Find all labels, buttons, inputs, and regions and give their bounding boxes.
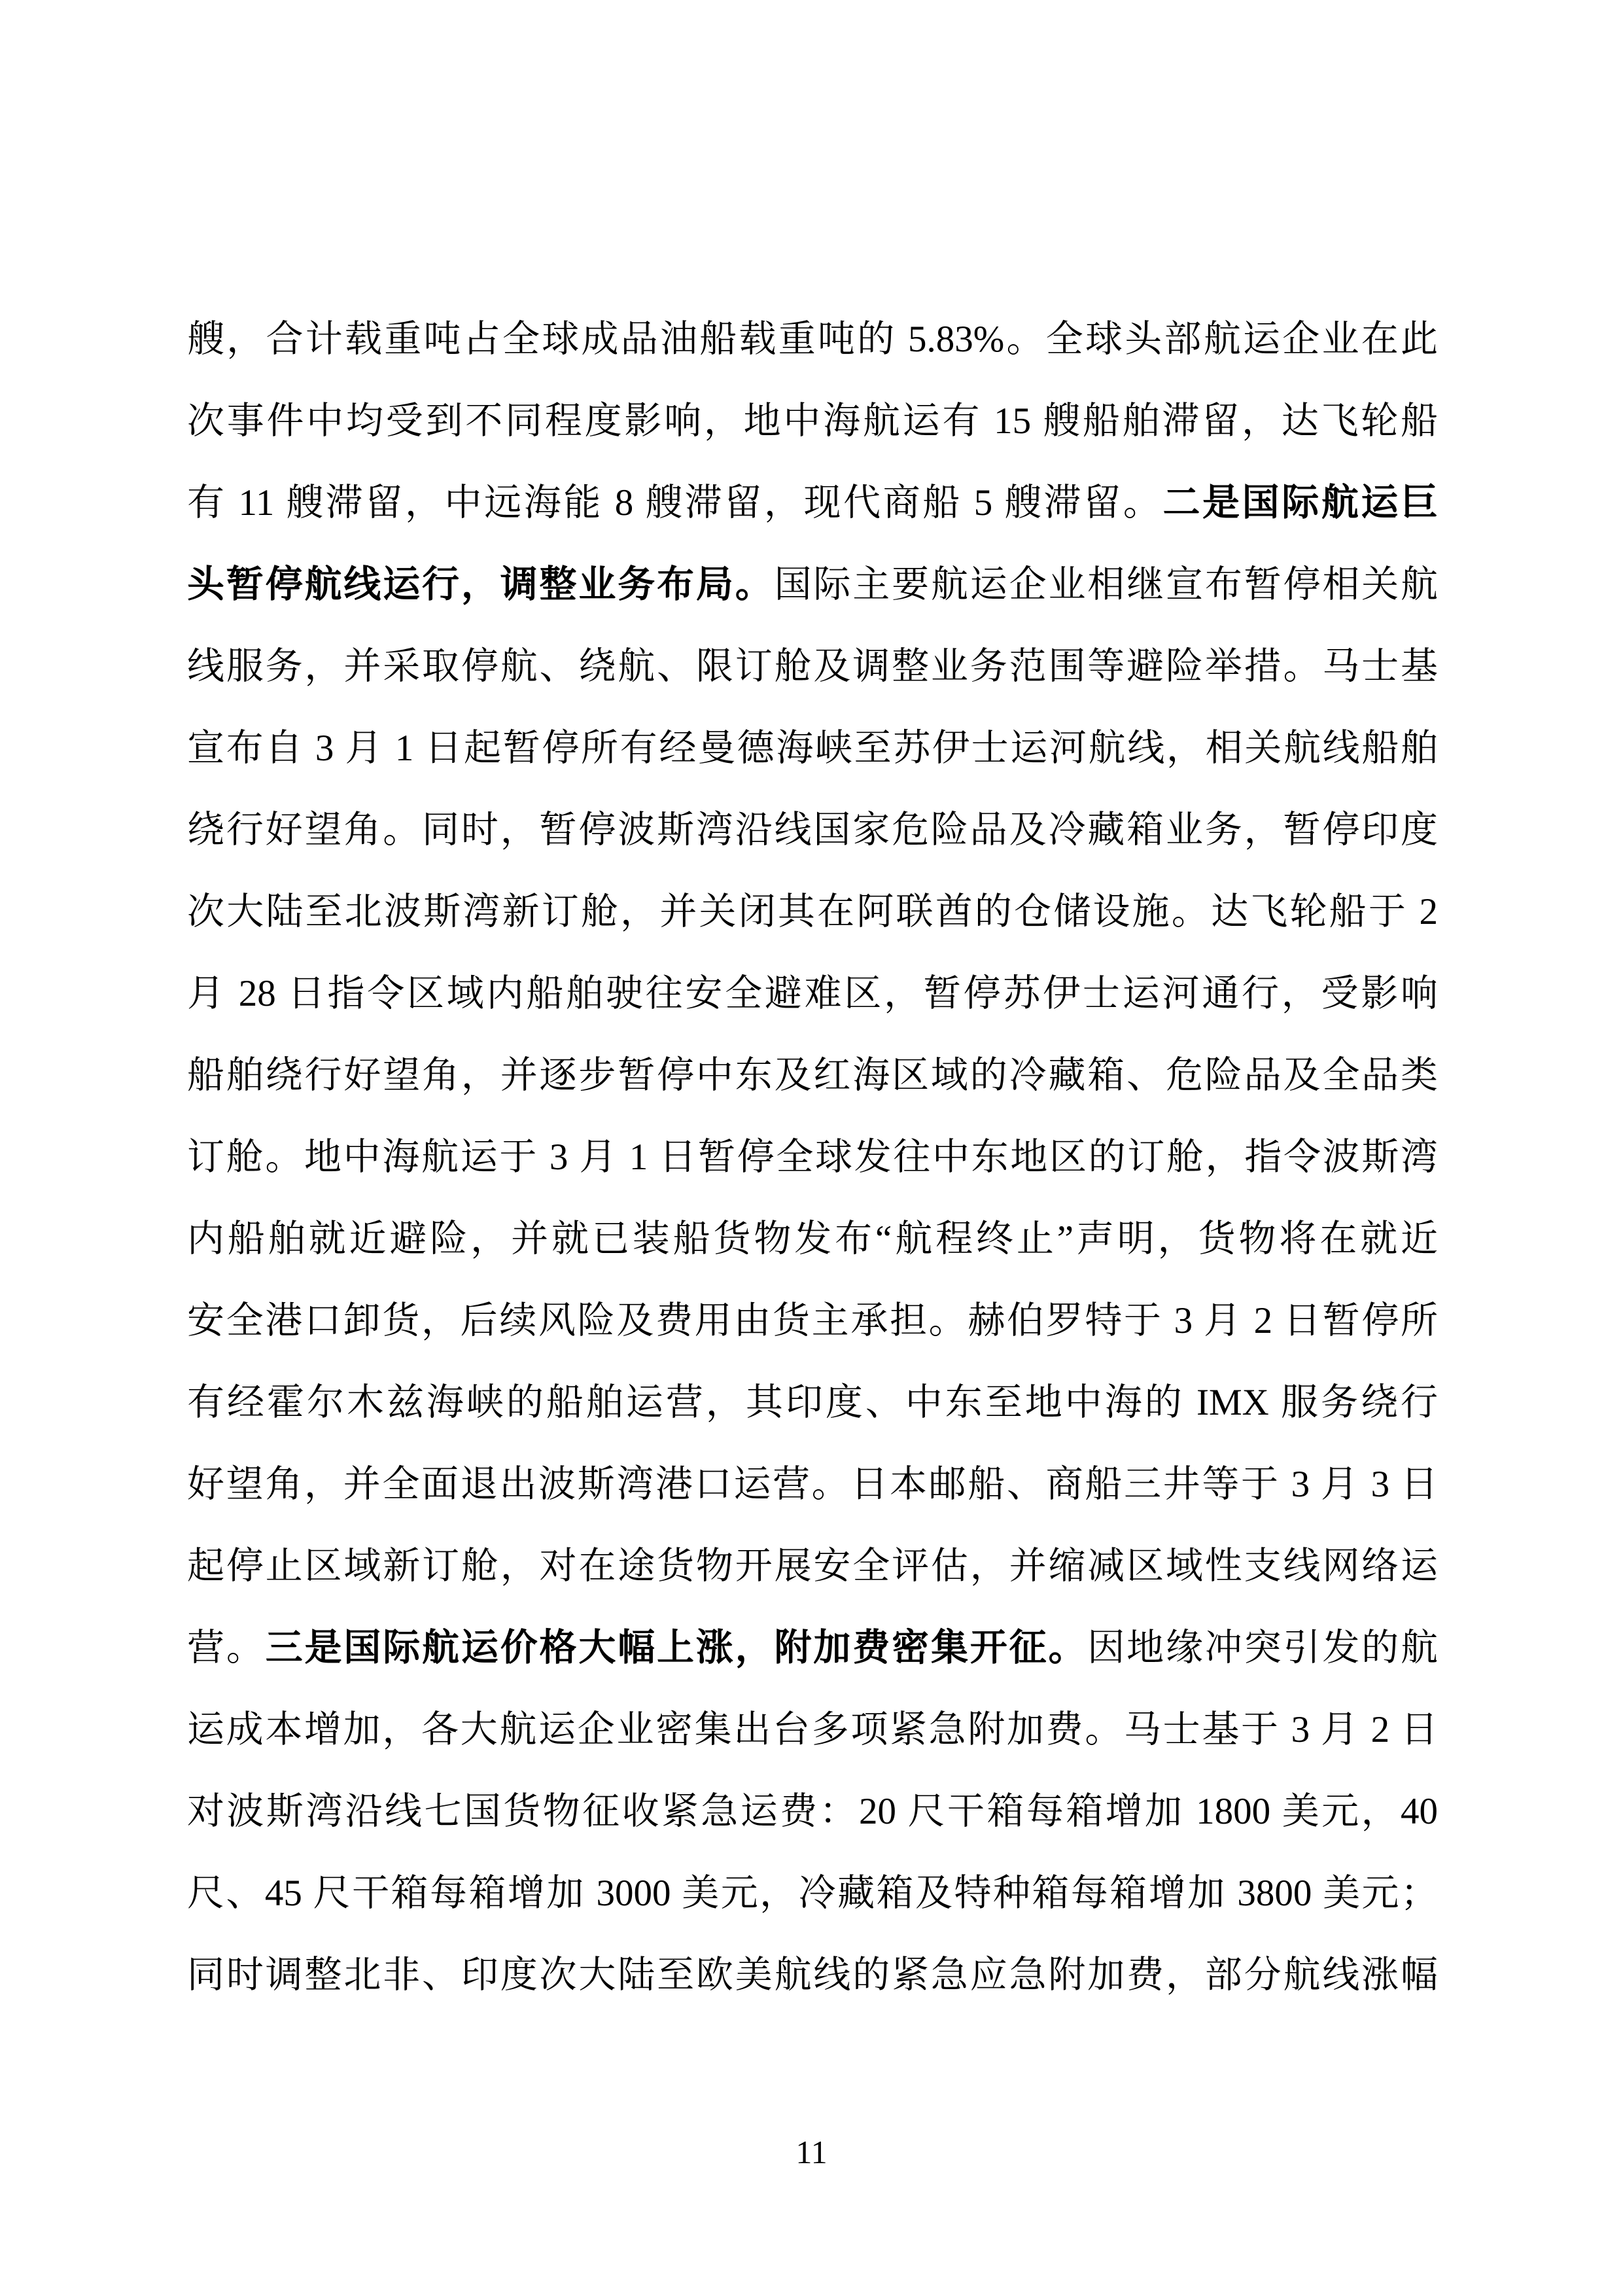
text-line xyxy=(187,871,1438,953)
text-segment: 绕行好望角。同时，暂停波斯湾沿线国家危险品及冷藏箱业务，暂停印度 xyxy=(187,809,1438,851)
text-segment: 因地缘冲突引发的航 xyxy=(1087,1627,1439,1669)
text-line xyxy=(187,1771,1438,1852)
text-segment: 月 28 日指令区域内船舶驶往安全避难区，暂停苏伊士运河通行，受影响 xyxy=(187,973,1438,1014)
text-segment: 船舶绕行好望角，并逐步暂停中东及红海区域的冷藏箱、危险品及全品类 xyxy=(187,1055,1438,1096)
text-line xyxy=(187,1525,1438,1607)
text-line xyxy=(187,1362,1438,1443)
text-line xyxy=(187,1280,1438,1362)
page-number: 11 xyxy=(795,2134,828,2170)
text-segment: 营。 xyxy=(187,1627,266,1669)
text-line xyxy=(187,953,1438,1034)
text-segment: 有 11 艘滞留，中远海能 8 艘滞留，现代商船 5 艘滞留。 xyxy=(187,482,1163,523)
text-segment: 内船舶就近避险，并就已装船货物发布“航程终止”声明，货物将在就近 xyxy=(187,1218,1438,1260)
text-segment: 运成本增加，各大航运企业密集出台多项紧急附加费。马士基于 3 月 2 日 xyxy=(187,1709,1438,1750)
text-line xyxy=(187,544,1438,626)
text-segment: 宣布自 3 月 1 日起暂停所有经曼德海峡至苏伊士运河航线，相关航线船舶 xyxy=(187,728,1438,769)
text-line xyxy=(187,626,1438,707)
text-segment: 艘，合计载重吨占全球成品油船载重吨的 5.83%。全球头部航运企业在此 xyxy=(187,319,1438,360)
text-segment: 安全港口卸货，后续风险及费用由货主承担。赫伯罗特于 3 月 2 日暂停所 xyxy=(187,1300,1438,1341)
text-line xyxy=(187,707,1438,789)
text-line xyxy=(187,1034,1438,1116)
text-line xyxy=(187,1443,1438,1525)
text-segment: 有经霍尔木兹海峡的船舶运营，其印度、中东至地中海的 IMX 服务绕行 xyxy=(187,1382,1438,1423)
text-segment: 线服务，并采取停航、绕航、限订舱及调整业务范围等避险举措。马士基 xyxy=(187,646,1438,687)
text-segment: 次事件中均受到不同程度影响，地中海航运有 15 艘船舶滞留，达飞轮船 xyxy=(187,400,1438,442)
bold-text-segment: 头暂停航线运行，调整业务布局。 xyxy=(187,564,775,605)
text-line xyxy=(187,298,1438,380)
body-text xyxy=(187,298,1438,2016)
text-line xyxy=(187,1116,1438,1198)
text-segment: 尺、45 尺干箱每箱增加 3000 美元，冷藏箱及特种箱每箱增加 3800 美元； xyxy=(187,1873,1438,1914)
text-line xyxy=(187,789,1438,871)
text-segment: 次大陆至北波斯湾新订舱，并关闭其在阿联酋的仓储设施。达飞轮船于 2 xyxy=(187,891,1438,932)
text-segment: 订舱。地中海航运于 3 月 1 日暂停全球发往中东地区的订舱，指令波斯湾 xyxy=(187,1137,1438,1178)
text-line xyxy=(187,1607,1438,1689)
text-line xyxy=(187,1934,1438,2016)
text-segment: 对波斯湾沿线七国货物征收紧急运费：20 尺干箱每箱增加 1800 美元，40 xyxy=(187,1791,1438,1832)
bold-text-segment: 三是国际航运价格大幅上涨，附加费密集开征。 xyxy=(265,1627,1088,1669)
text-line xyxy=(187,1198,1438,1280)
text-line xyxy=(187,1689,1438,1771)
text-line xyxy=(187,1852,1438,1934)
text-segment: 好望角，并全面退出波斯湾港口运营。日本邮船、商船三井等于 3 月 3 日 xyxy=(187,1464,1438,1505)
text-segment: 起停止区域新订舱，对在途货物开展安全评估，并缩减区域性支线网络运 xyxy=(187,1545,1438,1587)
text-line xyxy=(187,462,1438,544)
text-line xyxy=(187,380,1438,462)
text-segment: 同时调整北非、印度次大陆至欧美航线的紧急应急附加费，部分航线涨幅 xyxy=(187,1954,1438,1996)
text-segment: 国际主要航运企业相继宣布暂停相关航 xyxy=(774,564,1439,605)
bold-text-segment: 二是国际航运巨 xyxy=(1162,482,1439,523)
